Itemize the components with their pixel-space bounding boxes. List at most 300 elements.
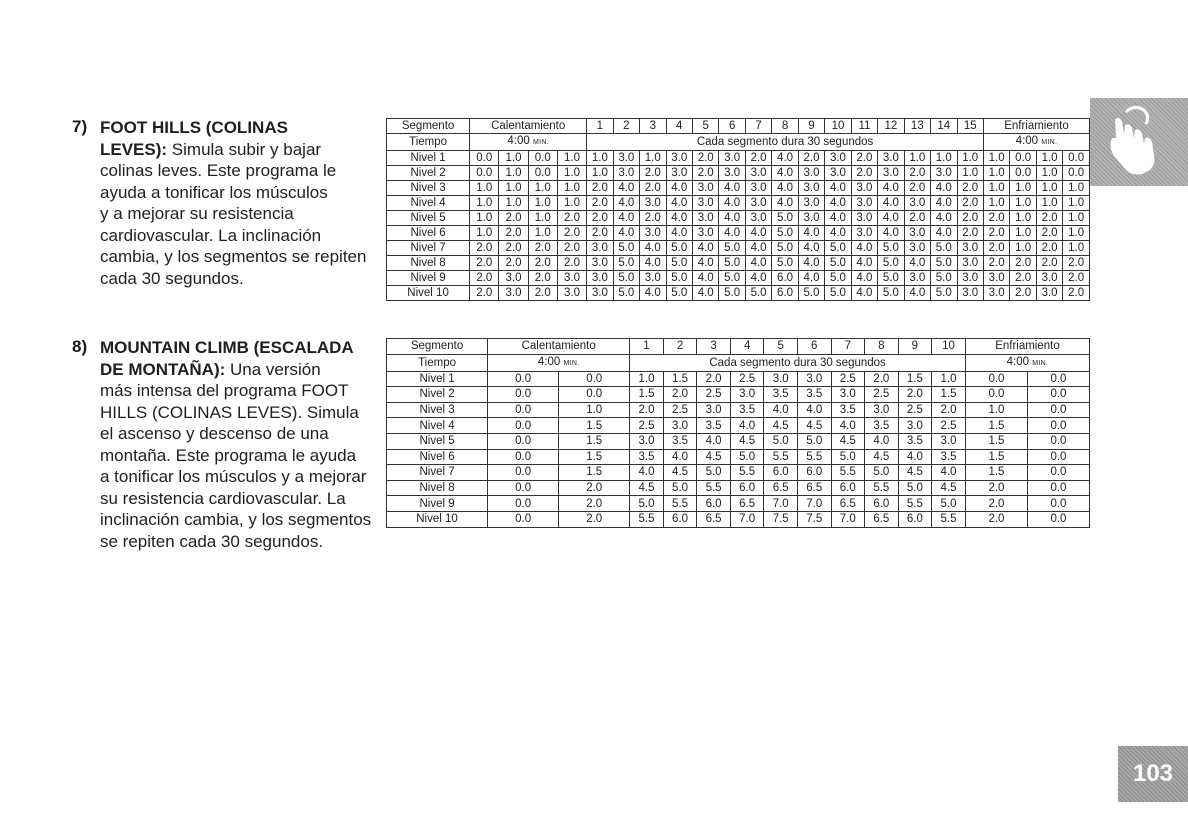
value-cell: 6.0: [865, 496, 899, 512]
row-label: Nivel 7: [387, 241, 470, 256]
header-cell: Enfriamiento: [965, 339, 1089, 355]
value-cell: 5.0: [663, 480, 697, 496]
value-cell: 4.0: [764, 402, 798, 418]
value-cell: 1.0: [528, 181, 557, 196]
value-cell: 5.0: [745, 286, 771, 301]
table-row: [387, 166, 1090, 181]
header-cell: 1: [630, 339, 664, 355]
value-cell: 4.0: [640, 256, 666, 271]
value-cell: 2.0: [499, 211, 528, 226]
value-cell: 4.5: [730, 433, 764, 449]
value-cell: 3.0: [851, 196, 877, 211]
value-cell: 5.0: [764, 433, 798, 449]
value-cell: 3.5: [932, 449, 966, 465]
value-cell: 5.0: [613, 256, 639, 271]
value-cell: 5.0: [878, 286, 904, 301]
value-cell: 3.5: [630, 449, 664, 465]
time-label: Tiempo: [387, 134, 470, 151]
value-cell: 2.0: [1036, 241, 1062, 256]
value-cell: 4.0: [719, 181, 745, 196]
value-cell: 4.0: [692, 271, 718, 286]
value-cell: 5.0: [772, 226, 798, 241]
value-cell: 0.0: [1010, 166, 1036, 181]
value-cell: 0.0: [528, 166, 557, 181]
header-row: [387, 339, 1090, 355]
min-label: MIN.: [1032, 359, 1049, 367]
value-cell: 5.0: [666, 271, 692, 286]
value-cell: 1.5: [559, 418, 630, 434]
value-cell: 1.0: [640, 151, 666, 166]
value-cell: 3.0: [692, 181, 718, 196]
value-cell: 3.0: [630, 433, 664, 449]
value-cell: 4.0: [613, 226, 639, 241]
value-cell: 3.5: [865, 418, 899, 434]
section-8-line: a tonificar los músculos y a mejorar: [100, 467, 367, 486]
section-8-line: montaña. Este programa le ayuda: [100, 445, 357, 465]
value-cell: 3.0: [613, 166, 639, 181]
side-tab: [1090, 98, 1188, 186]
section-7-number: 7): [72, 117, 88, 136]
value-cell: 2.0: [957, 226, 983, 241]
row-label: Nivel 2: [387, 387, 488, 403]
value-cell: 2.0: [957, 181, 983, 196]
value-cell: 4.0: [613, 196, 639, 211]
value-cell: 3.0: [663, 418, 697, 434]
value-cell: 2.0: [499, 256, 528, 271]
value-cell: 3.5: [697, 418, 731, 434]
table-row: [387, 226, 1090, 241]
row-label: Nivel 6: [387, 226, 470, 241]
value-cell: 5.0: [772, 256, 798, 271]
value-cell: 4.0: [663, 449, 697, 465]
value-cell: 3.5: [898, 433, 932, 449]
value-cell: 1.0: [470, 196, 499, 211]
table-row: [387, 387, 1090, 403]
header-cell: 14: [931, 119, 957, 134]
value-cell: 2.0: [957, 196, 983, 211]
header-cell: Enfriamiento: [983, 119, 1089, 134]
value-cell: 0.0: [528, 151, 557, 166]
cooldown-time: 4:00: [1015, 135, 1039, 147]
value-cell: 6.0: [697, 496, 731, 512]
value-cell: 1.0: [1063, 226, 1090, 241]
value-cell: 2.0: [745, 151, 771, 166]
value-cell: 5.0: [666, 241, 692, 256]
value-cell: 5.0: [878, 256, 904, 271]
value-cell: 2.0: [851, 151, 877, 166]
value-cell: 1.0: [904, 151, 930, 166]
cooldown-time: 4:00: [1006, 355, 1030, 368]
value-cell: 4.0: [831, 418, 865, 434]
value-cell: 4.0: [825, 226, 851, 241]
row-label: Nivel 3: [387, 402, 488, 418]
value-cell: 4.5: [797, 418, 831, 434]
header-cell: 9: [898, 339, 932, 355]
value-cell: 4.0: [931, 211, 957, 226]
value-cell: 3.0: [957, 271, 983, 286]
value-cell: 3.5: [797, 387, 831, 403]
value-cell: 2.0: [528, 241, 557, 256]
header-cell: 8: [865, 339, 899, 355]
value-cell: 1.0: [499, 196, 528, 211]
value-cell: 4.0: [640, 241, 666, 256]
value-cell: 5.5: [697, 480, 731, 496]
section-7-body: [100, 117, 390, 289]
value-cell: 4.0: [904, 286, 930, 301]
value-cell: 1.0: [1063, 241, 1090, 256]
value-cell: 4.0: [772, 166, 798, 181]
value-cell: 1.5: [663, 371, 697, 387]
value-cell: 1.0: [957, 166, 983, 181]
value-cell: 0.0: [488, 480, 559, 496]
value-cell: 0.0: [1027, 449, 1089, 465]
value-cell: 3.0: [798, 211, 824, 226]
table-row: [387, 402, 1090, 418]
value-cell: 5.5: [730, 465, 764, 481]
value-cell: 4.0: [851, 271, 877, 286]
table-row: [387, 480, 1090, 496]
value-cell: 4.0: [719, 196, 745, 211]
value-cell: 0.0: [488, 433, 559, 449]
value-cell: 5.0: [630, 496, 664, 512]
header-cell: 7: [745, 119, 771, 134]
value-cell: 3.0: [797, 371, 831, 387]
value-cell: 1.5: [932, 387, 966, 403]
value-cell: 3.0: [640, 271, 666, 286]
value-cell: 3.0: [640, 226, 666, 241]
value-cell: 2.0: [904, 211, 930, 226]
value-cell: 5.5: [630, 511, 664, 527]
value-cell: 3.0: [587, 286, 613, 301]
value-cell: 5.0: [730, 449, 764, 465]
value-cell: 5.0: [613, 241, 639, 256]
value-cell: 5.5: [831, 465, 865, 481]
value-cell: 2.0: [1036, 256, 1062, 271]
value-cell: 4.0: [692, 286, 718, 301]
value-cell: 3.0: [719, 166, 745, 181]
page-number: 103: [1132, 760, 1174, 787]
section-8-line: su resistencia cardiovascular. La: [100, 488, 346, 508]
header-cell: 3: [640, 119, 666, 134]
row-label: Nivel 8: [387, 480, 488, 496]
value-cell: 4.0: [772, 196, 798, 211]
value-cell: 4.0: [666, 196, 692, 211]
value-cell: 5.0: [898, 480, 932, 496]
value-cell: 4.0: [931, 181, 957, 196]
value-cell: 6.0: [764, 465, 798, 481]
value-cell: 2.0: [557, 226, 586, 241]
value-cell: 3.0: [904, 226, 930, 241]
section-7-title-1: FOOT HILLS (COLINAS: [100, 118, 288, 137]
header-row: [387, 119, 1090, 134]
value-cell: 3.0: [798, 196, 824, 211]
value-cell: 3.0: [613, 151, 639, 166]
row-label: Nivel 4: [387, 196, 470, 211]
value-cell: 1.0: [1010, 241, 1036, 256]
value-cell: 1.0: [557, 151, 586, 166]
value-cell: 3.0: [587, 271, 613, 286]
value-cell: 4.0: [898, 449, 932, 465]
value-cell: 0.0: [1027, 387, 1089, 403]
value-cell: 4.5: [697, 449, 731, 465]
header-cell: 9: [798, 119, 824, 134]
value-cell: 4.0: [798, 271, 824, 286]
value-cell: 4.5: [932, 480, 966, 496]
value-cell: 2.0: [983, 211, 1009, 226]
value-cell: 2.5: [663, 402, 697, 418]
header-cell: 4: [730, 339, 764, 355]
value-cell: 3.0: [798, 166, 824, 181]
value-cell: 2.0: [587, 211, 613, 226]
value-cell: 1.0: [557, 196, 586, 211]
value-cell: 3.0: [557, 286, 586, 301]
section-8-line: HILLS (COLINAS LEVES). Simula: [100, 402, 359, 422]
value-cell: 6.5: [831, 496, 865, 512]
value-cell: 5.0: [666, 256, 692, 271]
value-cell: 4.5: [898, 465, 932, 481]
section-8-title-2: DE MONTAÑA):: [100, 359, 226, 379]
header-cell: 3: [697, 339, 731, 355]
value-cell: 1.0: [931, 151, 957, 166]
table-row: [387, 449, 1090, 465]
value-cell: 4.5: [663, 465, 697, 481]
value-cell: 1.5: [965, 418, 1027, 434]
value-cell: 1.0: [587, 151, 613, 166]
value-cell: 5.0: [613, 286, 639, 301]
value-cell: 6.5: [865, 511, 899, 527]
header-cell: 10: [932, 339, 966, 355]
value-cell: 5.5: [932, 511, 966, 527]
value-cell: 2.0: [904, 166, 930, 181]
value-cell: 1.0: [587, 166, 613, 181]
value-cell: 6.5: [797, 480, 831, 496]
value-cell: 5.5: [663, 496, 697, 512]
value-cell: 4.0: [878, 196, 904, 211]
value-cell: 5.0: [613, 271, 639, 286]
table-row: [387, 371, 1090, 387]
value-cell: 2.0: [528, 271, 557, 286]
value-cell: 3.0: [745, 211, 771, 226]
value-cell: 2.0: [965, 480, 1027, 496]
value-cell: 2.0: [470, 286, 499, 301]
table-row: [387, 271, 1090, 286]
section-8-line: se repiten cada 30 segundos.: [100, 531, 324, 551]
row-label: Nivel 2: [387, 166, 470, 181]
value-cell: 2.0: [587, 196, 613, 211]
value-cell: 4.0: [798, 226, 824, 241]
section-7-title-2: LEVES):: [100, 139, 168, 159]
value-cell: 5.0: [719, 256, 745, 271]
value-cell: 6.0: [663, 511, 697, 527]
table-row: [387, 241, 1090, 256]
value-cell: 3.0: [745, 196, 771, 211]
value-cell: 2.0: [557, 241, 586, 256]
value-cell: 5.0: [825, 271, 851, 286]
value-cell: 1.5: [559, 465, 630, 481]
value-cell: 3.5: [831, 402, 865, 418]
value-cell: 1.0: [1010, 181, 1036, 196]
table-row: [387, 433, 1090, 449]
value-cell: 3.0: [983, 286, 1009, 301]
value-cell: 2.0: [1063, 286, 1090, 301]
row-label: Nivel 1: [387, 371, 488, 387]
value-cell: 3.0: [831, 387, 865, 403]
header-cell: Segmento: [387, 119, 470, 134]
value-cell: 2.0: [528, 256, 557, 271]
value-cell: 6.0: [730, 480, 764, 496]
value-cell: 3.5: [663, 433, 697, 449]
value-cell: 0.0: [1027, 496, 1089, 512]
header-cell: 7: [831, 339, 865, 355]
value-cell: 0.0: [488, 496, 559, 512]
value-cell: 4.0: [772, 151, 798, 166]
header-cell: 5: [692, 119, 718, 134]
value-cell: 2.5: [831, 371, 865, 387]
value-cell: 3.0: [851, 181, 877, 196]
value-cell: 3.0: [932, 433, 966, 449]
value-cell: 4.0: [878, 226, 904, 241]
value-cell: 2.0: [557, 256, 586, 271]
value-cell: 3.0: [587, 241, 613, 256]
value-cell: 2.0: [1010, 286, 1036, 301]
value-cell: 1.0: [557, 181, 586, 196]
value-cell: 4.0: [692, 241, 718, 256]
value-cell: 3.0: [719, 151, 745, 166]
value-cell: 1.0: [1036, 196, 1062, 211]
table-row: [387, 211, 1090, 226]
value-cell: 2.0: [1036, 211, 1062, 226]
value-cell: 5.0: [797, 433, 831, 449]
value-cell: 3.0: [865, 402, 899, 418]
value-cell: 1.0: [1010, 196, 1036, 211]
value-cell: 1.0: [983, 166, 1009, 181]
value-cell: 0.0: [1063, 151, 1090, 166]
value-cell: 1.0: [499, 181, 528, 196]
value-cell: 5.0: [931, 271, 957, 286]
value-cell: 6.0: [898, 511, 932, 527]
time-row: [387, 354, 1090, 371]
section-7-line: cambia, y los segmentos se repiten: [100, 247, 367, 266]
table-row: [387, 181, 1090, 196]
value-cell: 3.0: [697, 402, 731, 418]
header-cell: 15: [957, 119, 983, 134]
value-cell: 0.0: [1027, 371, 1089, 387]
value-cell: 5.0: [931, 286, 957, 301]
value-cell: 1.0: [965, 402, 1027, 418]
value-cell: 1.0: [932, 371, 966, 387]
value-cell: 1.5: [630, 387, 664, 403]
value-cell: 5.5: [865, 480, 899, 496]
value-cell: 3.0: [764, 371, 798, 387]
section-8-line-intro: Una versión: [225, 359, 321, 379]
value-cell: 5.0: [825, 286, 851, 301]
value-cell: 3.0: [499, 271, 528, 286]
header-cell: Calentamiento: [488, 339, 630, 355]
mountain-climb-table: [386, 338, 1090, 528]
value-cell: 2.0: [983, 241, 1009, 256]
value-cell: 3.0: [692, 211, 718, 226]
value-cell: 5.0: [666, 286, 692, 301]
warmup-time: 4:00: [507, 135, 530, 147]
value-cell: 7.0: [831, 511, 865, 527]
value-cell: 2.0: [499, 241, 528, 256]
value-cell: 0.0: [488, 465, 559, 481]
header-cell: 5: [764, 339, 798, 355]
value-cell: 2.5: [932, 418, 966, 434]
header-cell: Calentamiento: [470, 119, 587, 134]
section-8-line: el ascenso y descenso de una: [100, 424, 329, 443]
value-cell: 3.5: [730, 402, 764, 418]
value-cell: 4.5: [630, 480, 664, 496]
row-label: Nivel 9: [387, 271, 470, 286]
value-cell: 1.5: [559, 449, 630, 465]
value-cell: 5.0: [878, 241, 904, 256]
value-cell: 1.0: [559, 402, 630, 418]
row-label: Nivel 6: [387, 449, 488, 465]
value-cell: 5.0: [719, 271, 745, 286]
value-cell: 5.0: [825, 256, 851, 271]
time-row: [387, 134, 1090, 151]
value-cell: 4.0: [798, 256, 824, 271]
value-cell: 4.5: [831, 433, 865, 449]
value-cell: 4.0: [692, 256, 718, 271]
cooldown-time-cell: [983, 134, 1089, 151]
header-cell: Segmento: [387, 339, 488, 355]
value-cell: 4.0: [719, 211, 745, 226]
value-cell: 2.0: [557, 211, 586, 226]
row-label: Nivel 1: [387, 151, 470, 166]
section-7-line-intro: Simula subir y bajar: [167, 139, 322, 159]
value-cell: 7.5: [764, 511, 798, 527]
value-cell: 3.0: [666, 151, 692, 166]
value-cell: 2.0: [957, 211, 983, 226]
value-cell: 2.0: [1063, 271, 1090, 286]
value-cell: 2.0: [851, 166, 877, 181]
value-cell: 4.0: [730, 418, 764, 434]
value-cell: 5.0: [798, 286, 824, 301]
value-cell: 1.0: [470, 226, 499, 241]
value-cell: 0.0: [488, 371, 559, 387]
value-cell: 4.0: [745, 226, 771, 241]
table-row: [387, 151, 1090, 166]
value-cell: 2.0: [692, 151, 718, 166]
value-cell: 3.0: [931, 166, 957, 181]
value-cell: 1.0: [1063, 211, 1090, 226]
value-cell: 2.0: [640, 166, 666, 181]
value-cell: 3.0: [983, 271, 1009, 286]
value-cell: 2.0: [898, 387, 932, 403]
value-cell: 5.5: [898, 496, 932, 512]
value-cell: 6.5: [697, 511, 731, 527]
value-cell: 2.0: [630, 402, 664, 418]
value-cell: 0.0: [1027, 418, 1089, 434]
cooldown-time-cell: [965, 354, 1089, 371]
value-cell: 1.0: [1010, 211, 1036, 226]
value-cell: 2.0: [965, 511, 1027, 527]
value-cell: 2.0: [559, 496, 630, 512]
table-row: [387, 256, 1090, 271]
value-cell: 4.0: [878, 211, 904, 226]
value-cell: 3.0: [798, 181, 824, 196]
header-cell: 13: [904, 119, 930, 134]
value-cell: 4.0: [851, 256, 877, 271]
value-cell: 2.0: [559, 511, 630, 527]
section-7-line: y a mejorar su resistencia: [100, 204, 294, 223]
value-cell: 6.5: [764, 480, 798, 496]
value-cell: 2.0: [1010, 256, 1036, 271]
table-row: [387, 286, 1090, 301]
value-cell: 4.0: [878, 181, 904, 196]
